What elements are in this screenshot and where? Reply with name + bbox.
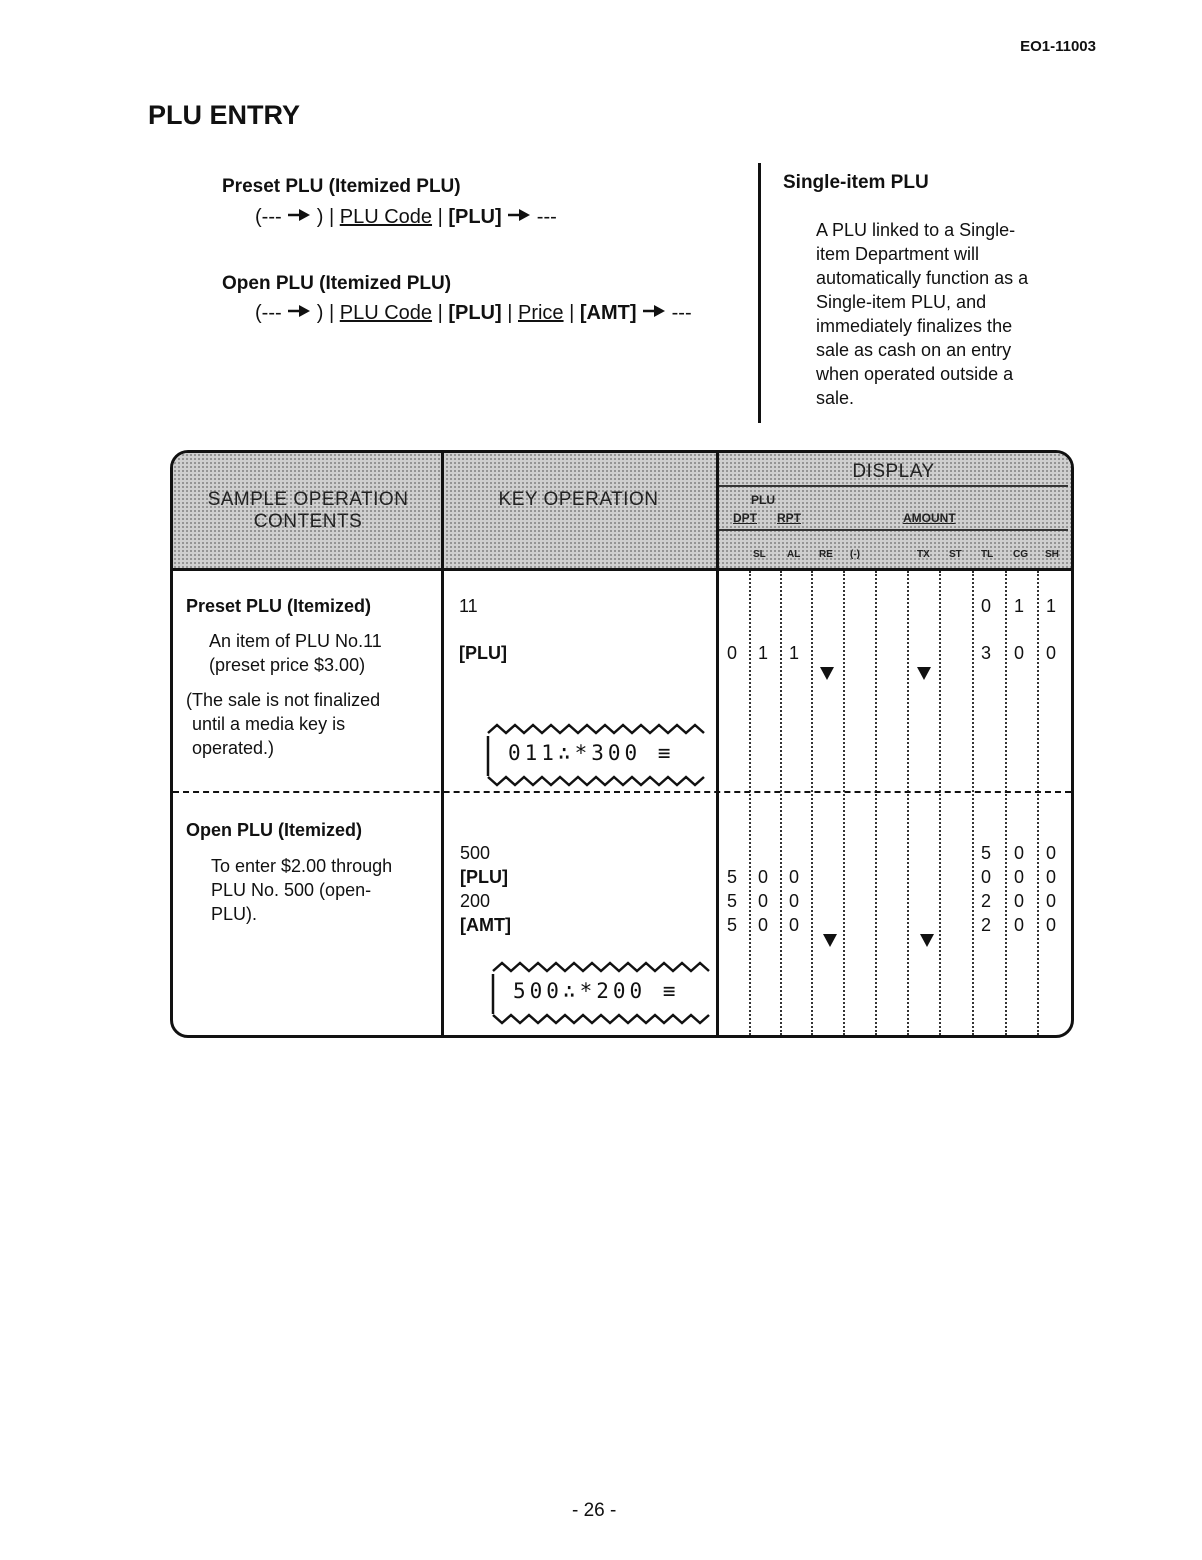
column-divider: [716, 453, 719, 1035]
amt-key: [AMT]: [579, 302, 637, 324]
indicator-st: ST: [949, 549, 962, 560]
header-display: DISPLAY: [852, 461, 935, 482]
row1-note-line: (The sale is not finalized: [186, 690, 381, 710]
single-item-line: sale as cash on an entry: [816, 340, 1012, 360]
single-item-line: Single-item PLU, and: [816, 292, 987, 312]
display-digit: 0: [1045, 915, 1056, 935]
re-indicator-triangle-icon: [823, 934, 837, 947]
display-rpt-label: RPT: [777, 511, 801, 525]
display-digit: 3: [980, 643, 991, 663]
display-digit: 0: [1013, 891, 1024, 911]
display-rule: [719, 529, 1068, 531]
row2-key: [AMT]: [460, 915, 511, 935]
display-digit: 2: [980, 915, 991, 935]
row1-key: [PLU]: [459, 643, 507, 663]
tx-indicator-triangle-icon: [920, 934, 934, 947]
indicator-al: AL: [787, 549, 801, 560]
display-digit: 5: [726, 891, 737, 911]
display-digit: 0: [980, 596, 991, 616]
indicator-sl: SL: [753, 549, 766, 560]
display-digit: 1: [1013, 596, 1024, 616]
header-line: SAMPLE OPERATION: [207, 489, 409, 510]
preset-plu-heading: Preset PLU (Itemized PLU): [222, 176, 461, 197]
display-digit: 0: [757, 915, 768, 935]
row1-desc-line: (preset price $3.00): [209, 655, 366, 675]
display-digit: 2: [980, 891, 991, 911]
price-label: Price: [517, 302, 564, 324]
row2-desc-line: PLU No. 500 (open-: [211, 880, 372, 900]
seq-close: ): [316, 206, 324, 228]
row2-title: Open PLU (Itemized): [186, 820, 363, 840]
display-digit: 0: [757, 891, 768, 911]
receipt-text: 011∴*300 ≡: [508, 741, 675, 765]
display-digit: 0: [1045, 867, 1056, 887]
display-digit: 1: [1045, 596, 1056, 616]
single-item-heading: Single-item PLU: [783, 172, 929, 193]
row2-key: 200: [460, 891, 491, 911]
seq-end: ---: [536, 206, 557, 228]
plu-code-label: PLU Code: [339, 302, 433, 324]
display-digit: 0: [726, 643, 737, 663]
display-digit: 0: [1013, 843, 1024, 863]
row-separator: [173, 791, 1071, 793]
operation-table: [170, 450, 1074, 1038]
indicator-tl: TL: [981, 549, 994, 560]
open-plu-sequence: (--- ) | PLU Code | [PLU] | Price | [AMT] ---: [255, 302, 692, 324]
row2-key: 500: [460, 843, 491, 863]
row1-title: Preset PLU (Itemized): [186, 596, 372, 616]
page-number: - 26 -: [572, 1500, 617, 1521]
open-plu-heading: Open PLU (Itemized PLU): [222, 273, 452, 294]
display-digit: 0: [1013, 915, 1024, 935]
display-column-line: [939, 571, 941, 1035]
display-column-line: [811, 571, 813, 1035]
header-divider: [173, 568, 1071, 571]
display-digit: 0: [1045, 891, 1056, 911]
row2-key: [PLU]: [460, 867, 508, 887]
row1-note-line: until a media key is: [192, 714, 346, 734]
seq-prefix: (---: [255, 302, 282, 324]
row1-receipt: [486, 721, 714, 791]
single-item-line: automatically function as a: [816, 268, 1029, 288]
single-item-line: when operated outside a: [816, 364, 1014, 384]
indicator-sh: SH: [1045, 549, 1059, 560]
display-plu-label: PLU: [751, 493, 775, 507]
plu-key: [PLU]: [448, 206, 502, 228]
row1-desc-line: An item of PLU No.11: [209, 631, 382, 651]
display-digit: 5: [726, 867, 737, 887]
display-digit: 1: [757, 643, 768, 663]
display-column-line: [907, 571, 909, 1035]
header-line: CONTENTS: [253, 511, 363, 532]
display-digit: 0: [1045, 843, 1056, 863]
display-rule: [719, 485, 1068, 487]
plu-key: [PLU]: [448, 302, 502, 324]
seq-close: ): [316, 302, 324, 324]
display-digit: 0: [788, 891, 799, 911]
display-column-line: [749, 571, 751, 1035]
arrow-right-icon: [287, 304, 311, 318]
arrow-right-icon: [287, 208, 311, 222]
display-digit: 0: [980, 867, 991, 887]
display-column-line: [843, 571, 845, 1035]
display-digit: 5: [726, 915, 737, 935]
arrow-right-icon: [507, 208, 531, 222]
row2-desc-line: PLU).: [211, 904, 258, 924]
display-digit: 0: [1013, 867, 1024, 887]
document-id: EO1-11003: [1020, 38, 1096, 55]
display-column-line: [875, 571, 877, 1035]
display-column-line: [1037, 571, 1039, 1035]
row1-note-line: operated.): [192, 738, 275, 758]
display-digit: 0: [1045, 643, 1056, 663]
single-item-line: item Department will: [816, 244, 980, 264]
display-digit: 0: [788, 915, 799, 935]
display-digit: 0: [757, 867, 768, 887]
display-digit: 0: [1013, 643, 1024, 663]
header-key-operation: KEY OPERATION: [498, 489, 659, 510]
single-item-line: sale.: [816, 388, 855, 408]
single-item-line: A PLU linked to a Single-: [816, 220, 1016, 240]
column-divider: [441, 453, 444, 1035]
seq-end: ---: [671, 302, 692, 324]
row2-desc-line: To enter $2.00 through: [211, 856, 393, 876]
display-digit: 0: [788, 867, 799, 887]
display-dpt-label: DPT: [733, 511, 757, 525]
plu-code-label: PLU Code: [339, 206, 433, 228]
receipt-text: 500∴*200 ≡: [513, 979, 680, 1003]
display-column-line: [1005, 571, 1007, 1035]
seq-prefix: (---: [255, 206, 282, 228]
display-digit: 1: [788, 643, 799, 663]
display-column-line: [972, 571, 974, 1035]
indicator-minus: (-): [850, 549, 860, 560]
arrow-right-icon: [642, 304, 666, 318]
indicator-tx: TX: [917, 549, 930, 560]
preset-plu-sequence: (--- ) | PLU Code | [PLU] ---: [255, 206, 557, 228]
single-item-line: immediately finalizes the: [816, 316, 1013, 336]
display-column-line: [780, 571, 782, 1035]
row1-key: 11: [459, 596, 478, 616]
header-sample-operation: [183, 489, 433, 533]
section-divider: [758, 163, 761, 423]
tx-indicator-triangle-icon: [917, 667, 931, 680]
single-item-body: [816, 218, 1066, 410]
re-indicator-triangle-icon: [820, 667, 834, 680]
indicator-re: RE: [819, 549, 833, 560]
page-title: PLU ENTRY: [148, 100, 301, 130]
display-amount-label: AMOUNT: [903, 511, 956, 525]
indicator-cg: CG: [1013, 549, 1028, 560]
display-digit: 5: [980, 843, 991, 863]
row2-receipt: [491, 959, 719, 1029]
